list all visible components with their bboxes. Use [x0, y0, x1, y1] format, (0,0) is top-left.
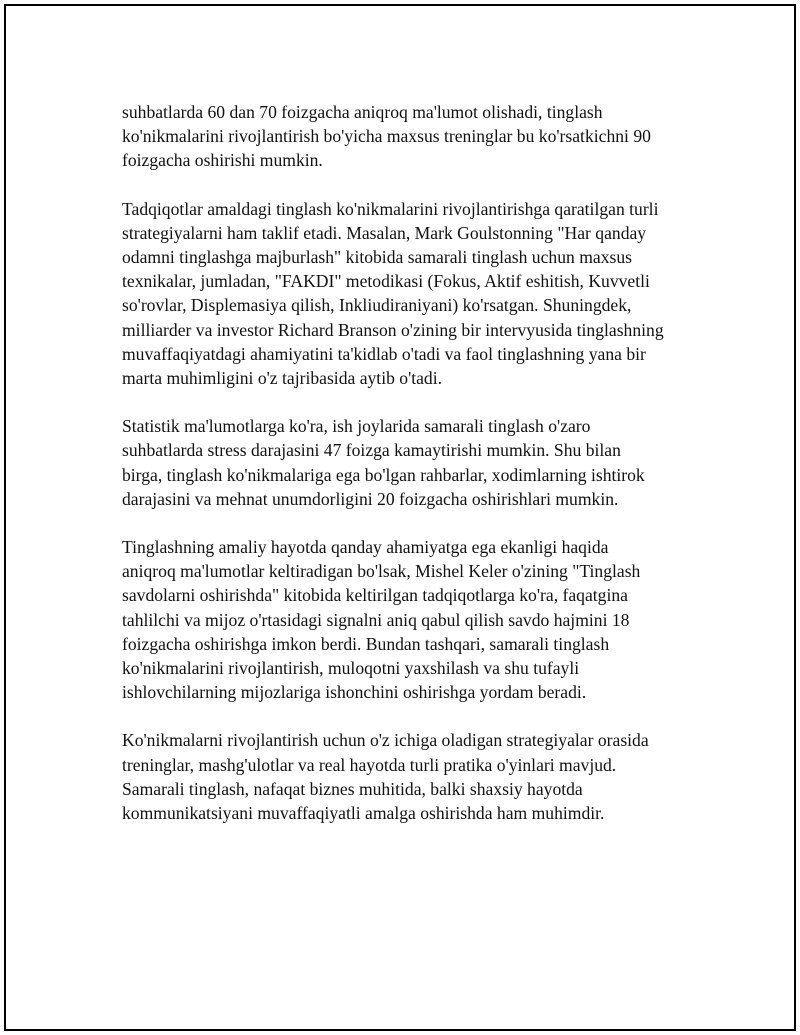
page-frame: [4, 4, 796, 1031]
text-line: Tinglashning amaliy hayotda qanday ahamiyatga ega ekanligi haqida: [122, 537, 609, 558]
text-line: ishlovchilarning mijozlariga ishonchini oshirishga yordam beradi.: [122, 682, 587, 703]
text-line: odamni tinglashga majburlash" kitobida samarali tinglash uchun maxsus: [122, 247, 632, 268]
text-line: suhbatlarda 60 dan 70 foizgacha aniqroq ma'lumot olishadi, tinglash: [122, 102, 603, 122]
text-line: darajasini va mehnat unumdorligini 20 foizgacha oshirishlari mumkin.: [122, 488, 619, 509]
text-line: marta muhimligini o'z tajribasida aytib o'tadi.: [122, 368, 443, 389]
text-line: Samarali tinglash, nafaqat biznes muhitida, balki shaxsiy hayotda: [122, 778, 583, 799]
paragraph-1: [122, 100, 712, 173]
text-line: kommunikatsiyani muvaffaqiyatli amalga oshirishda ham muhimdir.: [122, 803, 605, 824]
text-line: tahlilchi va mijoz o'rtasidagi signalni aniq qabul qilish savdo hajmini 18: [122, 609, 630, 630]
text-line: milliarder va investor Richard Branson o'zining bir intervyusida tinglashning: [122, 319, 664, 340]
text-line: savdolarni oshirishda" kitobida keltirilgan tadqiqotlarga ko'ra, faqatgina: [122, 585, 628, 606]
text-line: ko'nikmalarini rivojlantirish, muloqotni yaxshilash va shu tufayli: [122, 658, 580, 679]
paragraph-2: [122, 197, 712, 391]
text-line: suhbatlarda stress darajasini 47 foizga kamaytirishi mumkin. Shu bilan: [122, 440, 621, 461]
text-line: foizgacha oshirishi mumkin.: [122, 150, 323, 171]
paragraph-4: [122, 535, 712, 704]
text-line: Tadqiqotlar amaldagi tinglash ko'nikmalarini rivojlantirishga qaratilgan turli: [122, 198, 659, 219]
text-line: Statistik ma'lumotlarga ko'ra, ish joylarida samarali tinglash o'zaro: [122, 416, 591, 437]
paragraph-3: [122, 414, 712, 511]
text-line: ko'nikmalarini rivojlantirish bo'yicha maxsus treninglar bu ko'rsatkichni 90: [122, 126, 651, 147]
text-line: strategiyalarni ham taklif etadi. Masalan, Mark Goulstonning "Har qanday: [122, 222, 647, 243]
text-line: aniqroq ma'lumotlar keltiradigan bo'lsak, Mishel Keler o'zining "Tinglash: [122, 561, 641, 582]
text-line: so'rovlar, Displemasiya qilish, Inkliudiraniyani) ko'rsatgan. Shuningdek,: [122, 295, 632, 316]
text-line: birga, tinglash ko'nikmalariga ega bo'lgan rahbarlar, xodimlarning ishtirok: [122, 464, 645, 485]
text-line: treninglar, mashg'ulotlar va real hayotda turli pratika o'yinlari mavjud.: [122, 754, 617, 775]
text-line: foizgacha oshirishga imkon berdi. Bundan tashqari, samarali tinglash: [122, 633, 610, 654]
paragraph-5: [122, 728, 712, 825]
text-line: texnikalar, jumladan, "FAKDI" metodikasi (Fokus, Aktif eshitish, Kuvvetli: [122, 271, 650, 292]
text-line: muvaffaqiyatdagi ahamiyatini ta'kidlab o'tadi va faol tinglashning yana bir: [122, 343, 646, 364]
document-body: [122, 100, 712, 825]
text-line: Ko'nikmalarni rivojlantirish uchun o'z ichiga oladigan strategiyalar orasida: [122, 730, 649, 751]
